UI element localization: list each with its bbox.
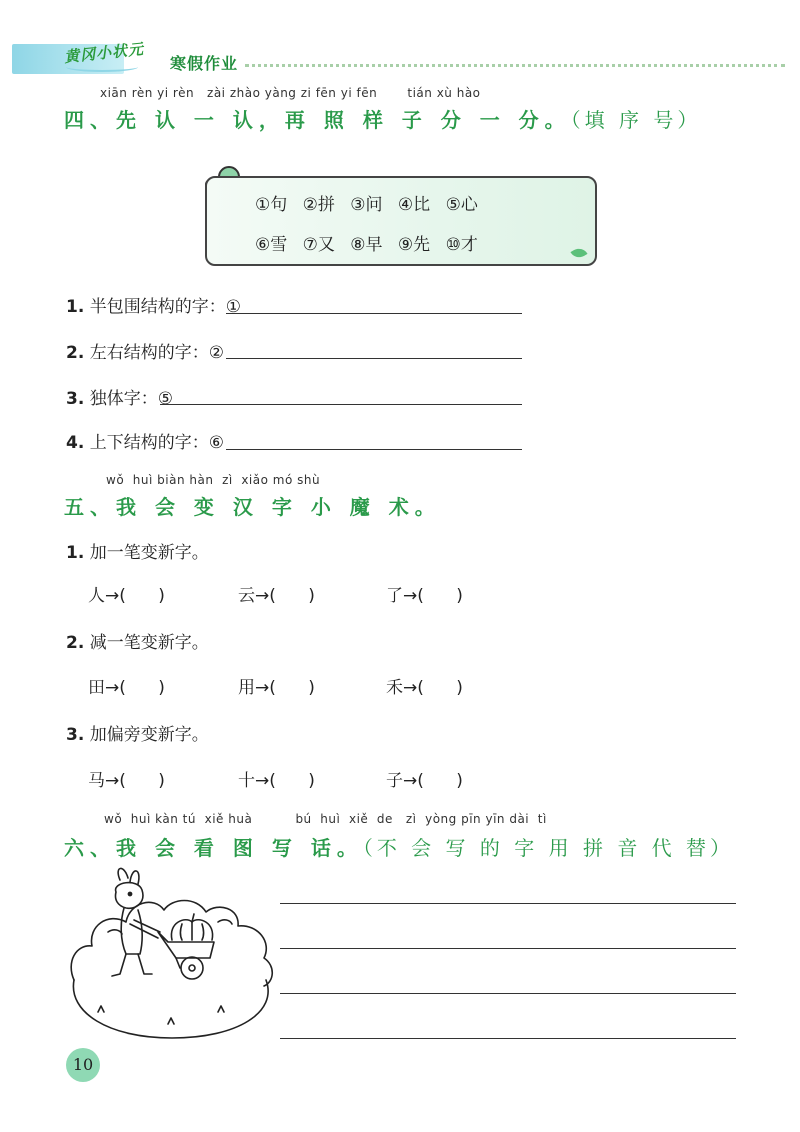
group-label: 加一笔变新字。 xyxy=(84,543,209,563)
writing-line-2[interactable] xyxy=(280,948,736,949)
section4-title xyxy=(64,104,701,133)
answer-line-4[interactable] xyxy=(226,449,522,450)
magic-group-2-label xyxy=(66,628,209,653)
writing-line-4[interactable] xyxy=(280,1038,736,1039)
rabbit-wheelbarrow-picture xyxy=(68,862,278,1042)
item-label: 半包围结构的字： xyxy=(84,297,226,317)
magic-blank-3b[interactable]: 十→( ) xyxy=(238,771,315,791)
magic-blank-1a[interactable]: 人→( ) xyxy=(88,586,165,606)
group-label: 加偏旁变新字。 xyxy=(84,725,209,745)
section5-pinyin: wǒ huì biàn hàn zì xiǎo mó shù xyxy=(106,473,321,487)
answer-line-1[interactable] xyxy=(226,313,522,314)
magic-group-1-label xyxy=(66,538,209,563)
answer-line-2[interactable] xyxy=(226,358,522,359)
item-label: 上下结构的字： xyxy=(84,433,209,453)
magic-blank-1b[interactable]: 云→( ) xyxy=(238,586,315,606)
section6-title-tail: （不 会 写 的 字 用 拼 音 代 替） xyxy=(362,836,735,860)
brand-swoosh xyxy=(66,62,138,72)
item-answer: ⑥ xyxy=(208,433,224,453)
header-dotted-rule xyxy=(245,64,785,67)
card-row-2: ⑥雪 ⑦又 ⑧早 ⑨先 ⑩才 xyxy=(255,235,478,255)
magic-group-3-label xyxy=(66,720,209,745)
magic-blank-3a[interactable]: 马→( ) xyxy=(88,771,165,791)
section4-pinyin: xiān rèn yi rèn zài zhào yàng zi fēn yi fēn tián xù hào xyxy=(100,86,481,100)
magic-blank-2c[interactable]: 禾→( ) xyxy=(386,678,463,698)
magic-blank-1c[interactable]: 了→( ) xyxy=(386,586,463,606)
item-number: 3. xyxy=(66,389,85,409)
section6-title xyxy=(64,832,734,861)
item-number: 4. xyxy=(66,433,85,453)
character-card xyxy=(205,176,597,266)
item-answer: ① xyxy=(225,297,241,317)
section5-title: 五、我 会 变 汉 字 小 魔 术。 xyxy=(64,495,441,519)
section6-title-main: 六、我 会 看 图 写 话。 xyxy=(64,836,363,860)
magic-blank-2a[interactable]: 田→( ) xyxy=(88,678,165,698)
group-number: 2. xyxy=(66,633,85,653)
item-number: 1. xyxy=(66,297,85,317)
item-answer: ⑤ xyxy=(157,389,173,409)
section4-title-main: 四、先 认 一 认，再 照 样 子 分 一 分。 xyxy=(64,108,571,132)
group-number: 1. xyxy=(66,543,85,563)
writing-line-3[interactable] xyxy=(280,993,736,994)
item-label: 独体字： xyxy=(84,389,158,409)
answer-line-3[interactable] xyxy=(160,404,522,405)
sort-item-1 xyxy=(66,292,241,317)
magic-blank-2b[interactable]: 用→( ) xyxy=(238,678,315,698)
section4-title-tail: （填 序 号） xyxy=(570,108,702,132)
sort-item-3 xyxy=(66,384,173,409)
card-row-1: ①句 ②拼 ③问 ④比 ⑤心 xyxy=(255,195,478,215)
section6-pinyin: wǒ huì kàn tú xiě huà bú huì xiě de zì yòng pīn yīn dài tì xyxy=(104,812,547,826)
item-answer: ② xyxy=(208,343,224,363)
header-title: 寒假作业 xyxy=(170,54,239,73)
sort-item-2 xyxy=(66,338,224,363)
sort-item-4 xyxy=(66,428,224,453)
page-number: 10 xyxy=(66,1048,100,1082)
item-label: 左右结构的字： xyxy=(84,343,209,363)
group-label: 减一笔变新字。 xyxy=(84,633,209,653)
magic-blank-3c[interactable]: 子→( ) xyxy=(386,771,463,791)
writing-line-1[interactable] xyxy=(280,903,736,904)
group-number: 3. xyxy=(66,725,85,745)
item-number: 2. xyxy=(66,343,85,363)
brand-logo: 黄冈小状元 xyxy=(63,39,145,67)
